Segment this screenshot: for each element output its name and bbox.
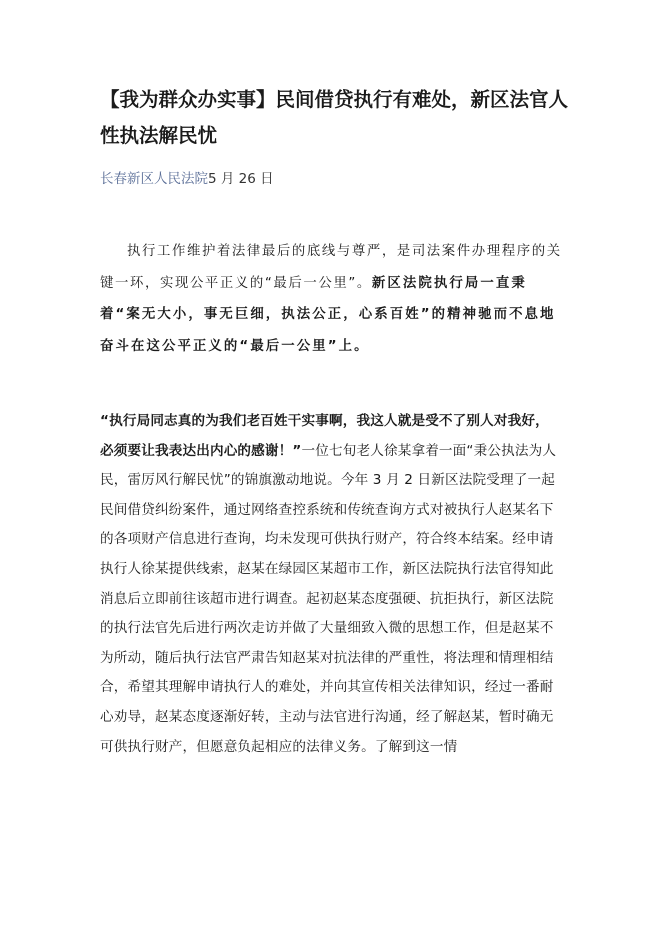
- body-text: 一位七旬老人徐某拿着一面“秉公执法为人民，雷厉风行解民忧”的锦旗激动地说。今年 3 月 2 日新区法院受理了一起民间借贷纠纷案件，通过网络查控系统和传统查询方式对被执行人赵某名下的各项财产信息进行查询，均未发现可供执行财产，符合终本结案。经申请执行人徐某提供线索，赵某在绿园区某超市工作，新区法院执行法官得知此消息后立即前往该超市进行调查。起初赵某态度强硬、抗拒执行，新区法院的执行法官先后进行两次走访并做了大量细致入微的思想工作，但是赵某不为所动，随后执行法官严肃告知赵某对抗法律的严重性，将法理和情理相结合，希望其理解申请执行人的难处，并向其宣传相关法律知识，经过一番耐心劝导，赵某态度逐渐好转，主动与法官进行沟通，经了解赵某，暂时确无可供执行财产，但愿意负起相应的法律义务。了解到这一情: [100, 442, 557, 755]
- body-paragraph: [100, 407, 562, 762]
- article-title: 【我为群众办实事】民间借贷执行有难处，新区法官人性执法解民忧: [100, 88, 569, 147]
- source-link[interactable]: 长春新区人民法院: [100, 171, 208, 187]
- quote-text: “执行局同志真的为我们老百姓干实事啊，我这人就是受不了别人对我好，必须要让我表达出内心的感谢！”: [100, 413, 549, 459]
- article-meta: [100, 168, 274, 190]
- lead-paragraph: [100, 236, 562, 362]
- lead-strong-text: 新区法院执行局一直秉着“案无大小，事无巨细，执法公正，心系百姓”的精神驰而不息地奋斗在这公平正义的“最后一公里”上。: [100, 275, 556, 354]
- publish-date: 5 月 26 日: [208, 171, 274, 187]
- lead-text: 执行工作维护着法律最后的底线与尊严，是司法案件办理程序的关键一环，实现公平正义的“最后一公里”。: [100, 244, 562, 291]
